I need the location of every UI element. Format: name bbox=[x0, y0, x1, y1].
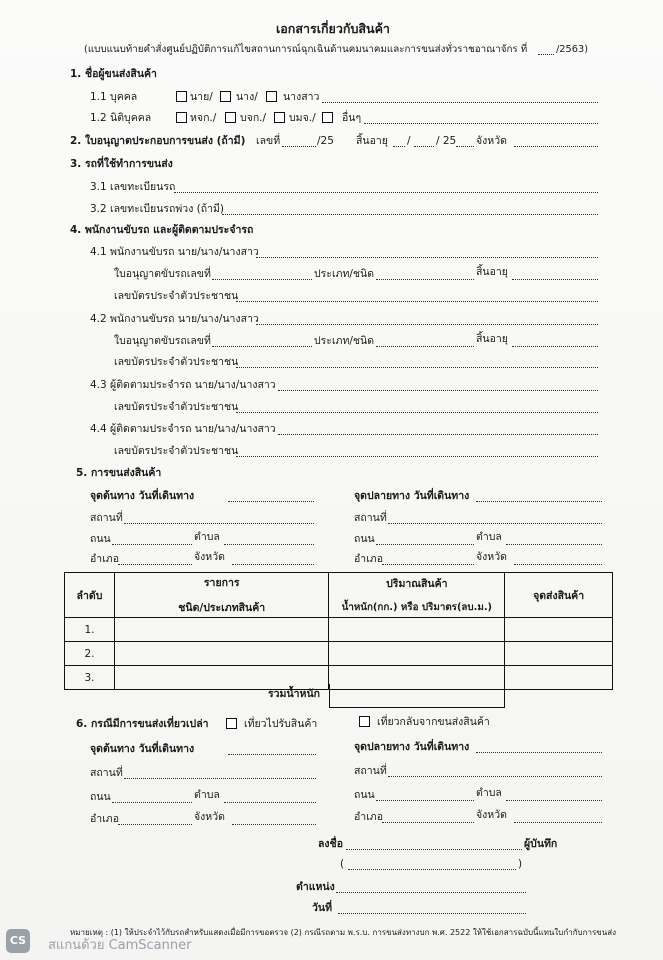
checkbox-public-company[interactable] bbox=[274, 112, 285, 123]
s5-origin-place-field[interactable] bbox=[124, 523, 314, 524]
s6-dest-road-field[interactable] bbox=[376, 800, 474, 801]
s6-origin-district-field[interactable] bbox=[118, 824, 192, 825]
s6-dest-province-field[interactable] bbox=[514, 822, 602, 823]
driver2-license-field[interactable] bbox=[212, 346, 312, 347]
s5-origin-place-label: สถานที่ bbox=[90, 512, 123, 524]
license-province-label: จังหวัด bbox=[476, 135, 507, 147]
row-dest-cell[interactable] bbox=[505, 666, 613, 690]
s6-dest-date-field[interactable] bbox=[476, 752, 602, 753]
attendant1-name-field[interactable] bbox=[278, 390, 598, 391]
sign-label: ลงชื่อ bbox=[318, 838, 343, 850]
section1-heading: 1. ชื่อผู้ขนส่งสินค้า bbox=[70, 68, 157, 80]
s5-dest-province-field[interactable] bbox=[514, 564, 602, 565]
opt-company-label: บจก./ bbox=[240, 112, 267, 124]
s5-dest-place-field[interactable] bbox=[388, 523, 602, 524]
s5-dest-district-field[interactable] bbox=[382, 564, 474, 565]
empty-outbound-label: เที่ยวไปรับสินค้า bbox=[244, 718, 318, 730]
s6-origin-road-field[interactable] bbox=[112, 802, 192, 803]
checkbox-mr[interactable] bbox=[176, 91, 187, 102]
s5-origin-district-field[interactable] bbox=[118, 564, 192, 565]
driver1-id-label: เลขบัตรประจำตัวประชาชน bbox=[114, 290, 239, 302]
s6-dest-district-label: อำเภอ bbox=[354, 811, 384, 823]
col-qty-header: ปริมาณสินค้า bbox=[386, 578, 448, 590]
section4-heading: 4. พนักงานขับรถ และผู้ติดตามประจำรถ bbox=[70, 224, 254, 236]
goods-table-header bbox=[65, 573, 613, 618]
s6-dest-place-field[interactable] bbox=[388, 776, 602, 777]
col-no-header: ลำดับ bbox=[76, 589, 103, 602]
section5-heading: 5. การขนส่งสินค้า bbox=[76, 467, 162, 479]
s5-dest-subdistrict-field[interactable] bbox=[506, 544, 602, 545]
s6-dest-subdistrict-field[interactable] bbox=[506, 800, 602, 801]
expire-month-field[interactable] bbox=[414, 146, 434, 147]
checkbox-empty-outbound[interactable] bbox=[226, 718, 237, 729]
subtitle-year: /2563) bbox=[556, 44, 589, 55]
driver1-type-field[interactable] bbox=[376, 279, 474, 280]
expire-sep: / bbox=[407, 135, 411, 147]
s1-juristic-label: 1.2 นิติบุคคล bbox=[90, 112, 152, 124]
row-no: 2. bbox=[65, 642, 115, 666]
s6-dest-district-field[interactable] bbox=[382, 822, 474, 823]
driver2-id-field[interactable] bbox=[236, 367, 598, 368]
checkbox-company[interactable] bbox=[225, 112, 236, 123]
driver2-license-label: ใบอนุญาตขับรถเลขที่ bbox=[114, 335, 211, 347]
s5-origin-province-label: จังหวัด bbox=[194, 551, 225, 563]
plate-field[interactable] bbox=[174, 192, 598, 193]
name-close-paren: ) bbox=[518, 858, 523, 870]
license-expire-label: สิ้นอายุ bbox=[356, 135, 388, 147]
s6-dest-label: จุดปลายทาง วันที่เดินทาง bbox=[354, 741, 470, 753]
checkbox-empty-return[interactable] bbox=[359, 716, 370, 727]
s1-person-label: 1.1 บุคคล bbox=[90, 91, 138, 103]
opt-mr-label: นาย/ bbox=[190, 91, 213, 103]
s5-origin-date-field[interactable] bbox=[228, 501, 314, 502]
position-field[interactable] bbox=[336, 892, 526, 893]
row-no: 1. bbox=[65, 618, 115, 642]
s6-origin-subdistrict-field[interactable] bbox=[224, 802, 316, 803]
person-name-field[interactable] bbox=[322, 102, 598, 103]
row-no: 3. bbox=[65, 666, 115, 690]
driver2-id-label: เลขบัตรประจำตัวประชาชน bbox=[114, 356, 239, 368]
attendant2-id-field[interactable] bbox=[236, 456, 598, 457]
attendant1-id-label: เลขบัตรประจำตัวประชาชน bbox=[114, 401, 239, 413]
s6-origin-subdistrict-label: ตำบล bbox=[194, 789, 220, 801]
s5-origin-road-label: ถนน bbox=[90, 533, 111, 545]
page-title: เอกสารเกี่ยวกับสินค้า bbox=[276, 21, 390, 36]
s6-dest-province-label: จังหวัด bbox=[476, 809, 507, 821]
opt-mrs-label: นาง/ bbox=[236, 91, 258, 103]
driver2-type-label: ประเภท/ชนิด bbox=[314, 335, 375, 347]
row-qty-cell[interactable] bbox=[329, 642, 505, 666]
license-year: /25 bbox=[317, 135, 334, 147]
s6-origin-province-field[interactable] bbox=[232, 824, 316, 825]
company-name-field[interactable] bbox=[364, 123, 598, 124]
printed-name-field[interactable] bbox=[348, 869, 516, 870]
s6-origin-road-label: ถนน bbox=[90, 791, 111, 803]
s6-origin-label: จุดต้นทาง วันที่เดินทาง bbox=[90, 743, 195, 755]
checkbox-mrs[interactable] bbox=[220, 91, 231, 102]
opt-ltd-partnership-label: หจก./ bbox=[190, 112, 217, 124]
s5-origin-road-field[interactable] bbox=[112, 544, 192, 545]
s6-dest-place-label: สถานที่ bbox=[354, 765, 387, 777]
total-weight-label: รวมน้ำหนัก bbox=[268, 688, 320, 700]
signature-field[interactable] bbox=[346, 849, 522, 850]
s5-origin-district-label: อำเภอ bbox=[90, 553, 120, 565]
opt-public-company-label: บมจ./ bbox=[289, 112, 316, 124]
attendant1-label: 4.3 ผู้ติดตามประจำรถ นาย/นาง/นางสาว bbox=[90, 379, 276, 391]
driver2-expire-field[interactable] bbox=[512, 346, 598, 347]
attendant1-id-field[interactable] bbox=[236, 412, 598, 413]
trailer-plate-label: 3.2 เลขทะเบียนรถพ่วง (ถ้ามี) bbox=[90, 203, 225, 215]
checkbox-miss[interactable] bbox=[266, 91, 277, 102]
trailer-plate-field[interactable] bbox=[222, 214, 598, 215]
col-item-subheader: ชนิด/ประเภทสินค้า bbox=[178, 602, 266, 614]
s6-origin-date-field[interactable] bbox=[228, 754, 316, 755]
row-item-cell[interactable] bbox=[114, 618, 329, 642]
col-item-header: รายการ bbox=[203, 577, 240, 589]
s5-origin-subdistrict-label: ตำบล bbox=[194, 531, 220, 543]
driver1-license-label: ใบอนุญาตขับรถเลขที่ bbox=[114, 268, 211, 280]
date-label: วันที่ bbox=[312, 902, 332, 914]
driver2-expire-label: สิ้นอายุ bbox=[476, 333, 508, 345]
order-no-field[interactable] bbox=[538, 54, 554, 55]
s6-origin-district-label: อำเภอ bbox=[90, 813, 120, 825]
s5-origin-province-field[interactable] bbox=[232, 564, 314, 565]
s5-origin-label: จุดต้นทาง วันที่เดินทาง bbox=[90, 490, 195, 502]
plate-label: 3.1 เลขทะเบียนรถ bbox=[90, 181, 176, 193]
s5-origin-subdistrict-field[interactable] bbox=[224, 544, 314, 545]
s6-dest-subdistrict-label: ตำบล bbox=[476, 787, 502, 799]
license-no-field[interactable] bbox=[282, 146, 316, 147]
camscanner-watermark: สแกนด้วย CamScanner bbox=[48, 938, 192, 953]
driver2-name-field[interactable] bbox=[256, 324, 598, 325]
expire-year: / 25 bbox=[436, 135, 457, 147]
total-weight-field[interactable] bbox=[329, 684, 505, 708]
checkbox-ltd-partnership[interactable] bbox=[176, 112, 187, 123]
col-dest-header: จุดส่งสินค้า bbox=[533, 589, 585, 602]
s6-origin-province-label: จังหวัด bbox=[194, 811, 225, 823]
attendant2-name-field[interactable] bbox=[278, 434, 598, 435]
camscanner-logo-icon: CS bbox=[6, 929, 30, 953]
attendant2-id-label: เลขบัตรประจำตัวประชาชน bbox=[114, 445, 239, 457]
driver1-type-label: ประเภท/ชนิด bbox=[314, 268, 375, 280]
driver1-name-field[interactable] bbox=[256, 257, 598, 258]
section3-heading: 3. รถที่ใช้ทำการขนส่ง bbox=[70, 158, 173, 170]
col-qty-subheader: น้ำหนัก(กก.) หรือ ปริมาตร(ลบ.ม.) bbox=[341, 602, 493, 613]
row-item-cell[interactable] bbox=[114, 642, 329, 666]
s6-origin-place-field[interactable] bbox=[124, 778, 316, 779]
checkbox-other[interactable] bbox=[322, 112, 333, 123]
s5-dest-label: จุดปลายทาง วันที่เดินทาง bbox=[354, 490, 470, 502]
row-dest-cell[interactable] bbox=[505, 642, 613, 666]
opt-other-label: อื่นๆ bbox=[342, 112, 362, 124]
license-no-label: เลขที่ bbox=[256, 135, 281, 147]
opt-miss-label: นางสาว bbox=[283, 91, 320, 103]
driver1-id-field[interactable] bbox=[236, 301, 598, 302]
attendant2-label: 4.4 ผู้ติดตามประจำรถ นาย/นาง/นางสาว bbox=[90, 423, 276, 435]
empty-return-label: เที่ยวกลับจากขนส่งสินค้า bbox=[377, 716, 490, 728]
driver2-label: 4.2 พนักงานขับรถ นาย/นาง/นางสาว bbox=[90, 313, 259, 325]
expire-year-field[interactable] bbox=[456, 146, 474, 147]
table-row bbox=[65, 642, 613, 666]
s5-dest-date-field[interactable] bbox=[476, 501, 602, 502]
table-row bbox=[65, 618, 613, 642]
driver1-label: 4.1 พนักงานขับรถ นาย/นาง/นางสาว bbox=[90, 246, 259, 258]
s5-dest-province-label: จังหวัด bbox=[476, 551, 507, 563]
position-label: ตำแหน่ง bbox=[296, 881, 335, 893]
name-open-paren: ( bbox=[340, 858, 345, 870]
footnote: หมายเหตุ : (1) ให้ประจำไว้กับรถสำหรับแสดงเมื่อมีการขอตรวจ (2) กรณีรถตาม พ.ร.บ. การขนส่งทางบก พ.ศ. 2522 ให้ใช้เอกสารฉบับนี้แทนใบกำกับการขนส่ง bbox=[70, 928, 616, 937]
date-field[interactable] bbox=[338, 913, 526, 914]
s5-dest-road-label: ถนน bbox=[354, 533, 375, 545]
section2-heading: 2. ใบอนุญาตประกอบการขนส่ง (ถ้ามี) bbox=[70, 135, 246, 147]
row-qty-cell[interactable] bbox=[329, 618, 505, 642]
driver2-type-field[interactable] bbox=[376, 346, 474, 347]
expire-day-field[interactable] bbox=[393, 146, 405, 147]
driver1-license-field[interactable] bbox=[212, 279, 312, 280]
recorder-label: ผู้บันทึก bbox=[524, 838, 558, 850]
driver1-expire-field[interactable] bbox=[512, 279, 598, 280]
license-province-field[interactable] bbox=[514, 146, 598, 147]
s5-dest-place-label: สถานที่ bbox=[354, 512, 387, 524]
driver1-expire-label: สิ้นอายุ bbox=[476, 266, 508, 278]
s5-dest-road-field[interactable] bbox=[376, 544, 474, 545]
goods-table bbox=[64, 572, 613, 690]
s5-dest-district-label: อำเภอ bbox=[354, 553, 384, 565]
s6-origin-place-label: สถานที่ bbox=[90, 767, 123, 779]
row-item-cell[interactable] bbox=[114, 666, 329, 690]
row-dest-cell[interactable] bbox=[505, 618, 613, 642]
section6-heading: 6. กรณีมีการขนส่งเที่ยวเปล่า bbox=[76, 718, 209, 730]
page-subtitle: (แบบแนบท้ายคำสั่งศูนย์ปฏิบัติการแก้ไขสถานการณ์ฉุกเฉินด้านคมนาคมและการขนส่งทั่วราชอาณาจักร ที่ bbox=[84, 44, 528, 55]
s5-dest-subdistrict-label: ตำบล bbox=[476, 531, 502, 543]
s6-dest-road-label: ถนน bbox=[354, 789, 375, 801]
